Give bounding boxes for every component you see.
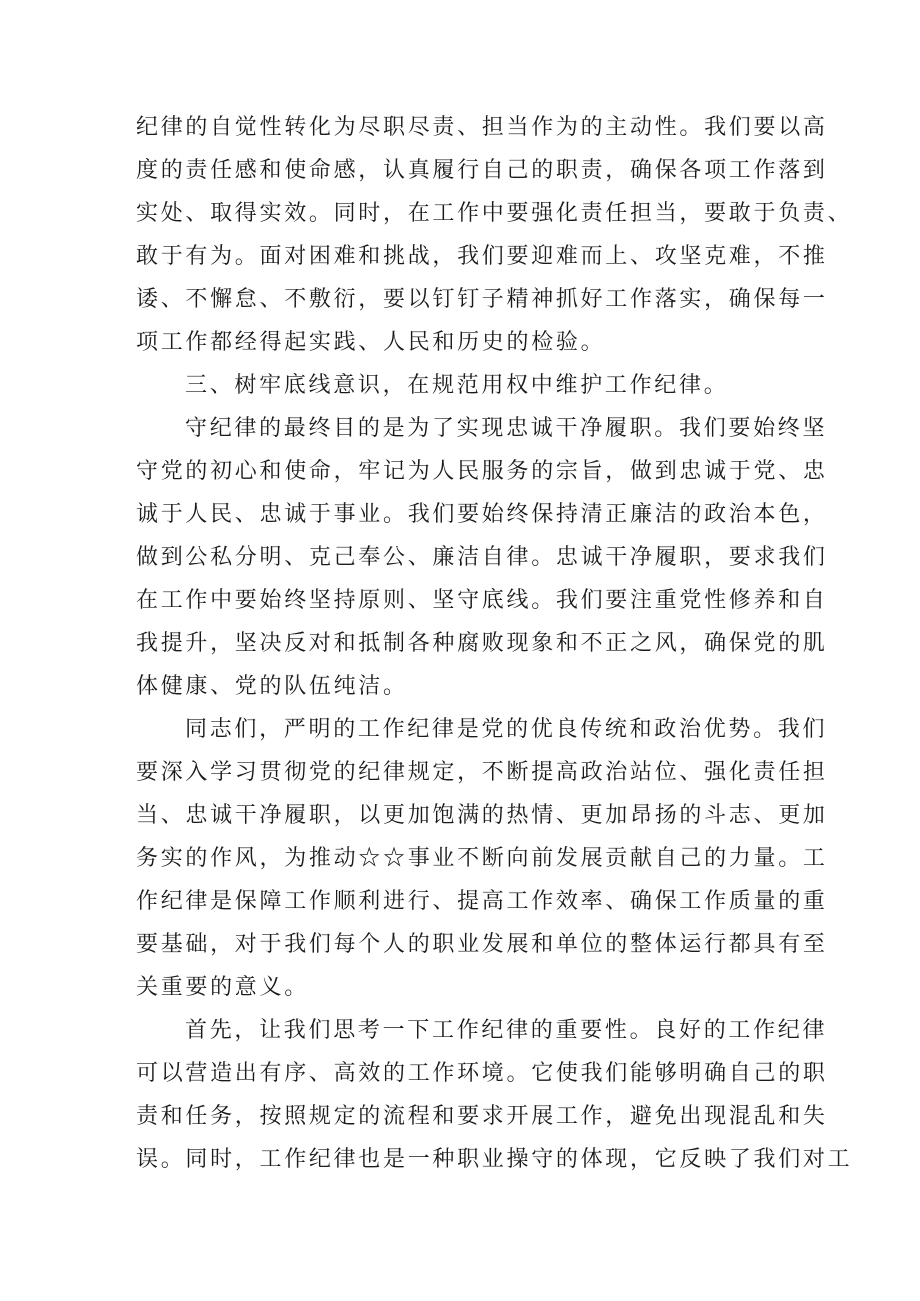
text-line: 可以营造出有序、高效的工作环境。它使我们能够明确自己的职	[136, 1061, 828, 1086]
text-line: 首先，让我们思考一下工作纪律的重要性。良好的工作纪律	[185, 1018, 828, 1043]
document-body	[136, 106, 853, 1181]
text-line: 责和任务，按照规定的流程和要求开展工作，避免出现混乱和失	[136, 1104, 828, 1129]
text-line: 误。同时，工作纪律也是一种职业操守的体现，它反映了我们对工	[136, 1147, 853, 1172]
text-line: 当、忠诚干净履职，以更加饱满的热情、更加昂扬的斗志、更加	[136, 803, 828, 828]
text-line: 守纪律的最终目的是为了实现忠诚干净履职。我们要始终坚	[185, 416, 828, 441]
text-line: 务实的作风，为推动☆☆事业不断向前发展贡献自己的力量。工	[136, 846, 828, 871]
text-line: 同志们，严明的工作纪律是党的优良传统和政治优势。我们	[185, 717, 828, 742]
paragraph	[136, 407, 828, 708]
text-line: 体健康、党的队伍纯洁。	[136, 674, 408, 699]
text-line: 度的责任感和使命感，认真履行自己的职责，确保各项工作落到	[136, 158, 828, 183]
text-line: 敢于有为。面对困难和挑战，我们要迎难而上、攻坚克难，不推	[136, 244, 828, 269]
paragraph	[136, 1009, 853, 1181]
paragraph	[136, 364, 796, 407]
text-line: 关重要的意义。	[136, 975, 309, 1000]
text-line: 作纪律是保障工作顺利进行、提高工作效率、确保工作质量的重	[136, 889, 828, 914]
paragraph	[136, 106, 853, 364]
text-line: 实处、取得实效。同时，在工作中要强化责任担当，要敢于负责、	[136, 201, 853, 226]
text-line: 诚于人民、忠诚于事业。我们要始终保持清正廉洁的政治本色，	[136, 502, 828, 527]
text-line: 纪律的自觉性转化为尽职尽责、担当作为的主动性。我们要以高	[136, 115, 828, 140]
text-line: 三、树牢底线意识，在规范用权中维护工作纪律。	[185, 373, 729, 398]
text-line: 我提升，坚决反对和抵制各种腐败现象和不正之风，确保党的肌	[136, 631, 828, 656]
text-line: 要深入学习贯彻党的纪律规定，不断提高政治站位、强化责任担	[136, 760, 828, 785]
text-line: 诿、不懈怠、不敷衍，要以钉钉子精神抓好工作落实，确保每一	[136, 287, 828, 312]
text-line: 守党的初心和使命，牢记为人民服务的宗旨，做到忠诚于党、忠	[136, 459, 828, 484]
text-line: 做到公私分明、克己奉公、廉洁自律。忠诚干净履职，要求我们	[136, 545, 828, 570]
text-line: 要基础，对于我们每个人的职业发展和单位的整体运行都具有至	[136, 932, 828, 957]
text-line: 项工作都经得起实践、人民和历史的检验。	[136, 330, 606, 355]
text-line: 在工作中要始终坚持原则、坚守底线。我们要注重党性修养和自	[136, 588, 828, 613]
paragraph	[136, 708, 828, 1009]
